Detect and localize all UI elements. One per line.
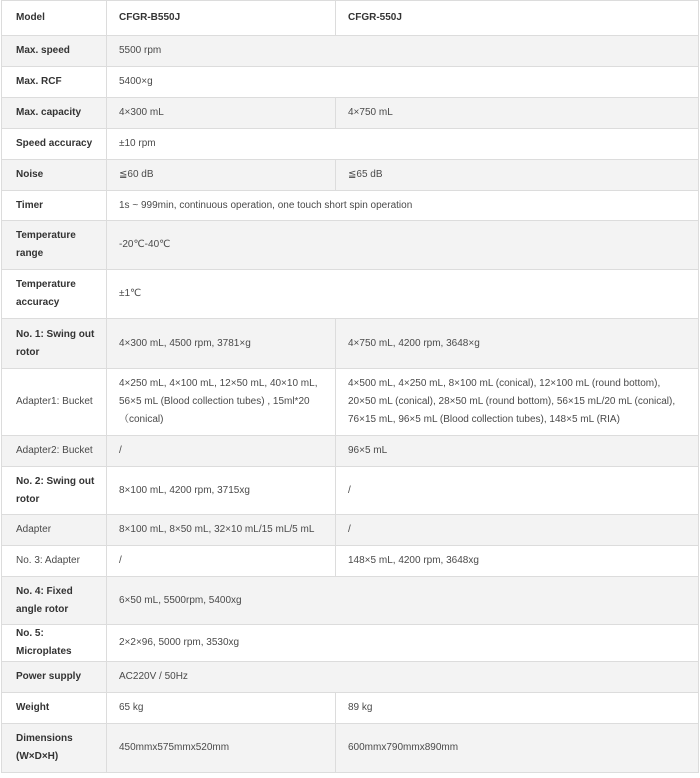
header-model-label: Model xyxy=(2,1,107,36)
row-label: Timer xyxy=(2,191,107,221)
row-value-shared: ±1℃ xyxy=(107,270,699,319)
row-value-model-2: 4×500 mL, 4×250 mL, 8×100 mL (conical), 12×100 mL (round bottom), 20×50 mL (conical), 28×50 mL (round bottom), 56×15 mL/20 mL (conical), 76×15 mL, 96×5 mL (Blood collection tubes), 148×5 mL (RIA) xyxy=(336,369,699,436)
row-value-model-2: 96×5 mL xyxy=(336,436,699,467)
row-label: Adapter1: Bucket xyxy=(2,369,107,436)
row-value-model-1: 450mmx575mmx520mm xyxy=(107,724,336,773)
row-value-shared: 5500 rpm xyxy=(107,36,699,67)
table-header-row xyxy=(2,1,699,36)
row-value-model-2: ≦65 dB xyxy=(336,160,699,191)
row-value-shared: ±10 rpm xyxy=(107,129,699,160)
table-row xyxy=(2,436,699,467)
row-value-model-2: 4×750 mL, 4200 rpm, 3648×g xyxy=(336,319,699,369)
table-row xyxy=(2,270,699,319)
row-value-shared: -20℃-40℃ xyxy=(107,221,699,270)
row-value-shared: AC220V / 50Hz xyxy=(107,662,699,693)
row-value-model-1: / xyxy=(107,546,336,577)
row-value-model-2: / xyxy=(336,515,699,546)
table-row xyxy=(2,67,699,98)
table-row xyxy=(2,515,699,546)
row-value-shared: 6×50 mL, 5500rpm, 5400xg xyxy=(107,577,699,625)
spec-table xyxy=(1,0,699,773)
table-row xyxy=(2,662,699,693)
row-value-model-1: 65 kg xyxy=(107,693,336,724)
row-label: Power supply xyxy=(2,662,107,693)
table-row xyxy=(2,693,699,724)
row-label: No. 1: Swing out rotor xyxy=(2,319,107,369)
row-label: Adapter2: Bucket xyxy=(2,436,107,467)
row-label: Weight xyxy=(2,693,107,724)
row-value-model-1: 4×300 mL xyxy=(107,98,336,129)
table-row xyxy=(2,36,699,67)
row-value-model-1: 4×300 mL, 4500 rpm, 3781×g xyxy=(107,319,336,369)
row-value-model-2: 89 kg xyxy=(336,693,699,724)
row-label: No. 5: Microplates xyxy=(2,625,107,662)
row-label: Max. RCF xyxy=(2,67,107,98)
table-row xyxy=(2,221,699,270)
row-label: No. 4: Fixed angle rotor xyxy=(2,577,107,625)
row-label: Max. capacity xyxy=(2,98,107,129)
row-value-model-1: ≦60 dB xyxy=(107,160,336,191)
table-row xyxy=(2,129,699,160)
row-label: Noise xyxy=(2,160,107,191)
row-value-model-1: 8×100 mL, 4200 rpm, 3715xg xyxy=(107,467,336,515)
table-row xyxy=(2,724,699,773)
spec-table-body xyxy=(2,1,699,773)
row-value-model-2: 600mmx790mmx890mm xyxy=(336,724,699,773)
row-value-model-1: / xyxy=(107,436,336,467)
row-label: Temperature accuracy xyxy=(2,270,107,319)
row-value-model-2: / xyxy=(336,467,699,515)
row-value-model-1: 4×250 mL, 4×100 mL, 12×50 mL, 40×10 mL, 56×5 mL (Blood collection tubes) , 15ml*20（conical) xyxy=(107,369,336,436)
table-row xyxy=(2,625,699,662)
row-value-model-1: 8×100 mL, 8×50 mL, 32×10 mL/15 mL/5 mL xyxy=(107,515,336,546)
header-model-2: CFGR-550J xyxy=(336,1,699,36)
row-value-shared: 1s ~ 999min, continuous operation, one touch short spin operation xyxy=(107,191,699,221)
row-value-shared: 5400×g xyxy=(107,67,699,98)
row-value-shared: 2×2×96, 5000 rpm, 3530xg xyxy=(107,625,699,662)
row-label: No. 2: Swing out rotor xyxy=(2,467,107,515)
table-row xyxy=(2,98,699,129)
row-label: No. 3: Adapter xyxy=(2,546,107,577)
table-row xyxy=(2,467,699,515)
table-row xyxy=(2,577,699,625)
table-row xyxy=(2,160,699,191)
row-label: Speed accuracy xyxy=(2,129,107,160)
table-row xyxy=(2,369,699,436)
table-row xyxy=(2,191,699,221)
header-model-1: CFGR-B550J xyxy=(107,1,336,36)
row-value-model-2: 4×750 mL xyxy=(336,98,699,129)
row-label: Adapter xyxy=(2,515,107,546)
table-row xyxy=(2,546,699,577)
row-label: Dimensions (W×D×H) xyxy=(2,724,107,773)
row-label: Temperature range xyxy=(2,221,107,270)
table-row xyxy=(2,319,699,369)
row-value-model-2: 148×5 mL, 4200 rpm, 3648xg xyxy=(336,546,699,577)
row-label: Max. speed xyxy=(2,36,107,67)
